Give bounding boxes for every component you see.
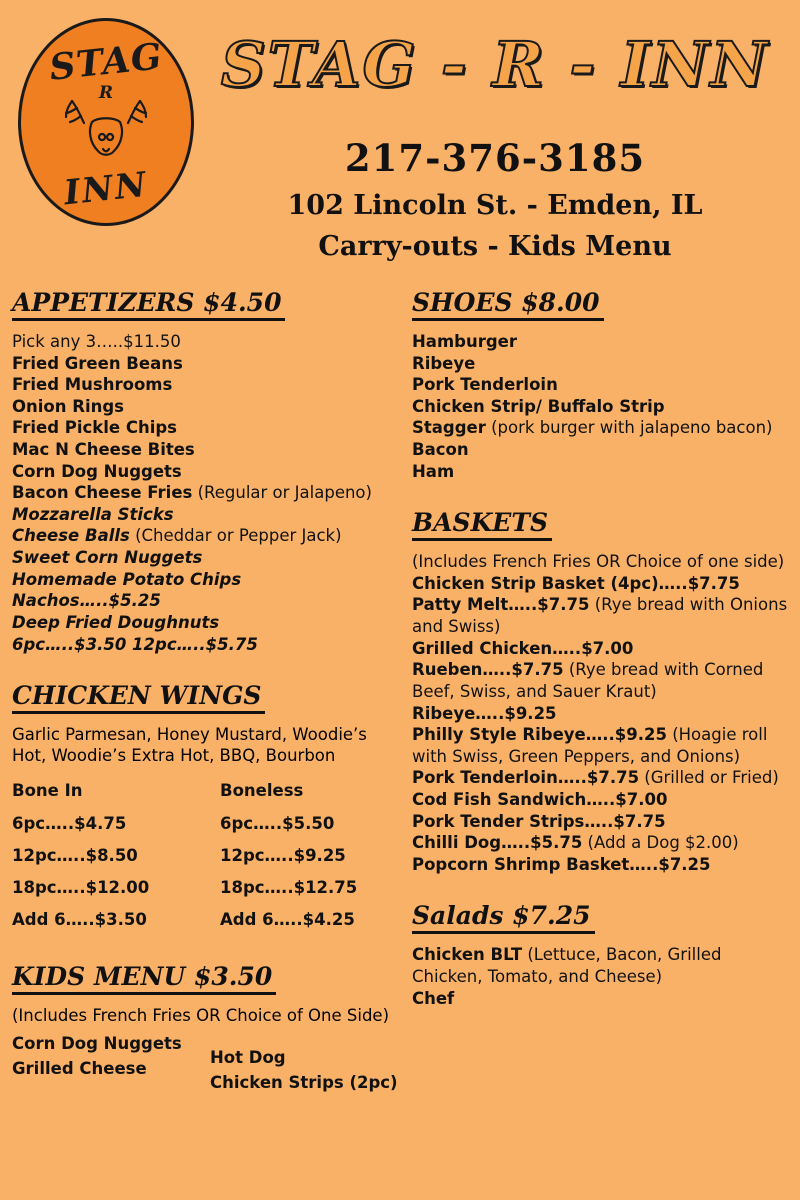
item-name: Bacon Cheese Fries bbox=[12, 483, 193, 503]
tagline: Carry-outs - Kids Menu bbox=[318, 231, 672, 262]
section-title-chicken-wings: CHICKEN WINGS bbox=[12, 681, 265, 714]
wings-price-table bbox=[12, 775, 400, 936]
list-item bbox=[412, 439, 790, 461]
restaurant-name: STAG - R - INN bbox=[220, 28, 770, 101]
item-name: Stagger bbox=[412, 418, 486, 438]
list-item bbox=[12, 590, 400, 612]
item-name: Grilled Chicken…..$7.00 bbox=[412, 638, 634, 658]
section-title-shoes: SHOES $8.00 bbox=[412, 288, 604, 321]
list-item: Corn Dog Nuggets bbox=[12, 1033, 182, 1053]
item-note: (Add a Dog $2.00) bbox=[582, 833, 739, 853]
list-item bbox=[412, 832, 790, 854]
item-name: Chef bbox=[412, 988, 455, 1008]
item-name: Corn Dog Nuggets bbox=[12, 461, 182, 481]
list-item bbox=[412, 353, 790, 375]
item-name: Patty Melt…..$7.75 bbox=[412, 595, 590, 615]
list-item bbox=[412, 417, 790, 439]
list-item bbox=[12, 396, 400, 418]
list-item: Grilled Cheese bbox=[12, 1059, 147, 1079]
left-column bbox=[0, 288, 408, 1096]
logo-text-inn: INN bbox=[62, 164, 150, 214]
phone-number: 217-376-3185 bbox=[344, 136, 646, 180]
list-item bbox=[412, 811, 790, 833]
logo-text-r: R bbox=[98, 83, 114, 103]
item-note: (Lettuce, Bacon, Grilled Chicken, Tomato, and Cheese) bbox=[412, 945, 722, 987]
item-name: Pick any 3…..$11.50 bbox=[12, 332, 181, 351]
item-note: (Hoagie roll with Swiss, Green Peppers, and Onions) bbox=[412, 725, 768, 766]
kids-menu-note: (Includes French Fries OR Choice of One Side) bbox=[12, 1006, 390, 1026]
list-item bbox=[412, 724, 790, 767]
item-name: Ham bbox=[412, 461, 455, 481]
item-name: Nachos…..$5.25 bbox=[12, 591, 161, 611]
wings-flavors: Garlic Parmesan, Honey Mustard, Woodie’s Hot, Woodie’s Extra Hot, BBQ, Bourbon bbox=[12, 725, 367, 766]
table-row: 18pc…..$12.00 bbox=[12, 877, 150, 897]
baskets-list bbox=[412, 573, 790, 876]
restaurant-logo bbox=[18, 18, 194, 226]
item-note: (Regular or Jalapeno) bbox=[192, 483, 372, 503]
item-name: Hamburger bbox=[412, 332, 517, 351]
item-name: Pork Tenderloin bbox=[412, 375, 558, 395]
column-header: Boneless bbox=[220, 781, 304, 801]
item-note: (Cheddar or Pepper Jack) bbox=[129, 526, 342, 546]
list-item bbox=[12, 547, 400, 569]
baskets-note: (Includes French Fries OR Choice of one side) bbox=[412, 552, 785, 572]
shoes-list bbox=[412, 331, 790, 482]
list-item bbox=[412, 396, 790, 418]
list-item: Hot Dog bbox=[210, 1047, 286, 1067]
list-item bbox=[12, 482, 400, 504]
item-name: Mac N Cheese Bites bbox=[12, 440, 195, 460]
item-name: Deep Fried Doughnuts bbox=[12, 612, 220, 632]
list-item bbox=[412, 703, 790, 725]
list-item bbox=[412, 944, 790, 987]
list-item bbox=[12, 417, 400, 439]
section-title-baskets: BASKETS bbox=[412, 508, 552, 541]
item-note: (Rye bread with Onions and Swiss) bbox=[412, 595, 788, 637]
item-name: Fried Mushrooms bbox=[12, 375, 173, 395]
item-name: 6pc…..$3.50 12pc…..$5.75 bbox=[12, 634, 258, 654]
menu-columns bbox=[0, 288, 800, 1096]
item-name: Cheese Balls bbox=[12, 526, 130, 546]
right-column bbox=[408, 288, 800, 1096]
address: 102 Lincoln St. - Emden, IL bbox=[287, 190, 703, 221]
list-item bbox=[12, 634, 400, 656]
table-row: Add 6…..$3.50 bbox=[12, 910, 147, 930]
list-item: Chicken Strips (2pc) bbox=[210, 1073, 398, 1093]
appetizers-list bbox=[12, 331, 400, 655]
list-item bbox=[412, 331, 790, 353]
item-name: Ribeye bbox=[412, 353, 476, 373]
item-name: Sweet Corn Nuggets bbox=[12, 548, 203, 568]
item-name: Cod Fish Sandwich…..$7.00 bbox=[412, 789, 668, 809]
kids-right-column bbox=[202, 1031, 400, 1096]
item-name: Pork Tenderloin…..$7.75 bbox=[412, 768, 640, 788]
item-note: (pork burger with jalapeno bacon) bbox=[485, 418, 773, 438]
kids-menu-list bbox=[12, 1031, 400, 1096]
list-item bbox=[412, 573, 790, 595]
salads-list bbox=[412, 944, 790, 1009]
item-name: Chicken BLT bbox=[412, 945, 523, 965]
logo-text-stag: STAG bbox=[47, 35, 165, 89]
list-item bbox=[412, 374, 790, 396]
list-item bbox=[12, 374, 400, 396]
item-name: Fried Pickle Chips bbox=[12, 418, 177, 438]
list-item bbox=[12, 525, 400, 547]
item-name: Onion Rings bbox=[12, 396, 124, 416]
item-name: Pork Tender Strips…..$7.75 bbox=[412, 811, 666, 831]
deer-head-icon bbox=[58, 95, 154, 165]
list-item bbox=[412, 767, 790, 789]
table-row: 12pc…..$8.50 bbox=[12, 845, 138, 865]
section-title-salads: Salads $7.25 bbox=[412, 901, 595, 934]
kids-left-column bbox=[12, 1031, 202, 1096]
list-item bbox=[412, 789, 790, 811]
item-name: Chicken Strip/ Buffalo Strip bbox=[412, 396, 665, 416]
table-row: 6pc…..$5.50 bbox=[220, 813, 335, 833]
list-item bbox=[412, 461, 790, 483]
list-item bbox=[12, 439, 400, 461]
list-item bbox=[412, 659, 790, 702]
item-name: Rueben…..$7.75 bbox=[412, 660, 564, 680]
item-name: Fried Green Beans bbox=[12, 353, 183, 373]
list-item bbox=[412, 594, 790, 637]
item-name: Philly Style Ribeye…..$9.25 bbox=[412, 725, 667, 745]
item-name: Popcorn Shrimp Basket…..$7.25 bbox=[412, 854, 711, 874]
table-row: 12pc…..$9.25 bbox=[220, 845, 346, 865]
item-name: Chicken Strip Basket (4pc)…..$7.75 bbox=[412, 573, 740, 593]
menu-header bbox=[0, 0, 800, 278]
item-note: (Grilled or Fried) bbox=[639, 768, 779, 788]
item-name: Homemade Potato Chips bbox=[12, 569, 242, 589]
section-title-appetizers: APPETIZERS $4.50 bbox=[12, 288, 285, 321]
list-item bbox=[412, 988, 790, 1010]
item-note: (Rye bread with Corned Beef, Swiss, and Sauer Kraut) bbox=[412, 660, 764, 701]
list-item bbox=[12, 331, 400, 353]
list-item bbox=[412, 854, 790, 876]
section-title-kids-menu: KIDS MENU $3.50 bbox=[12, 962, 276, 995]
list-item bbox=[12, 353, 400, 375]
list-item bbox=[12, 612, 400, 634]
list-item bbox=[12, 569, 400, 591]
wings-bone-in-column bbox=[12, 775, 206, 936]
table-row: 18pc…..$12.75 bbox=[220, 877, 358, 897]
column-header: Bone In bbox=[12, 781, 83, 801]
item-name: Chilli Dog…..$5.75 bbox=[412, 833, 583, 853]
table-row: 6pc…..$4.75 bbox=[12, 813, 127, 833]
list-item bbox=[412, 638, 790, 660]
list-item bbox=[12, 504, 400, 526]
item-name: Mozzarella Sticks bbox=[12, 504, 174, 524]
table-row: Add 6…..$4.25 bbox=[220, 910, 355, 930]
list-item bbox=[12, 461, 400, 483]
wings-boneless-column bbox=[206, 775, 400, 936]
item-name: Bacon bbox=[412, 440, 469, 460]
item-name: Ribeye…..$9.25 bbox=[412, 703, 557, 723]
